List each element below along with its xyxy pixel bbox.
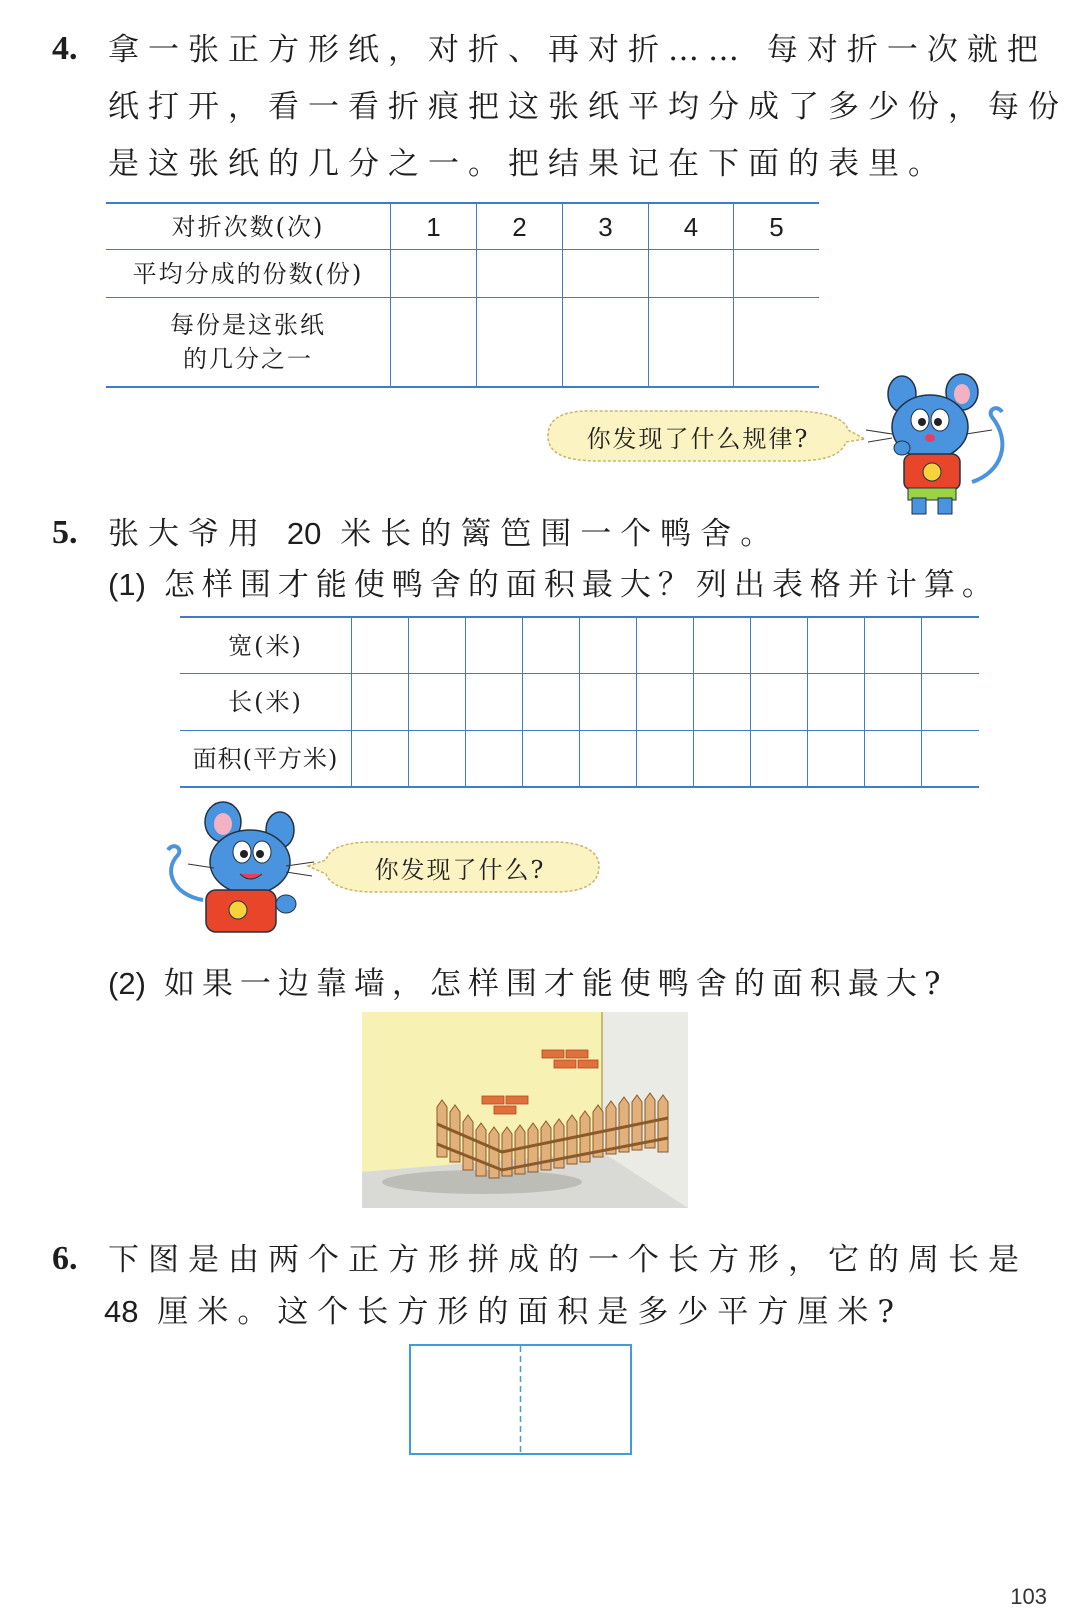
question-4-number: 4. [52,30,78,67]
row-header-area: 面积(平方米) [192,744,339,773]
fold-count-cell: 4 [683,211,699,242]
fold-count-cell: 3 [598,211,613,242]
question-5-number: 5. [52,514,78,551]
question-5-part-2: (2) 如果一边靠墙，怎样围才能使鸭舍的面积最大? [108,966,948,1002]
row-header-fold-count: 对折次数(次) [171,212,325,241]
question-4-line-1: 拿一张正方形纸，对折、再对折…… 每对折一次就把 [108,32,1047,68]
row-header-width: 宽(米) [228,631,303,660]
row-header-parts: 平均分成的份数(份) [132,259,364,288]
question-5-line: 张大爷用 20 米长的篱笆围一个鸭舍。 [108,516,781,552]
page-number: 103 [1010,1584,1047,1609]
row-header-fraction: 每份是这张纸 的几分之一 [170,311,326,373]
speech-bubble-1-text: 你发现了什么规律? [586,424,810,453]
two-squares-rectangle-figure [408,1343,634,1457]
speech-bubble-2-text: 你发现了什么? [374,855,546,884]
question-6-line-1: 下图是由两个正方形拼成的一个长方形，它的周长是 [108,1242,1028,1278]
question-6-number: 6. [52,1240,78,1277]
row-header-length: 长(米) [228,688,303,716]
mouse-mascot-icon [158,800,318,942]
question-4-line-2: 纸打开，看一看折痕把这张纸平均分成了多少份，每份 [108,89,1068,125]
question-4-line-3: 是这张纸的几分之一。把结果记在下面的表里。 [108,146,948,182]
fold-count-cell: 5 [769,211,784,242]
question-5-part-1: (1) 怎样围才能使鸭舍的面积最大？列出表格并计算。 [108,567,1000,603]
fold-count-cell: 2 [512,211,527,242]
question-6-line-2: 48 厘米。这个长方形的面积是多少平方厘米? [104,1294,903,1330]
fence-against-wall-illustration [362,1012,688,1208]
fold-count-cell: 1 [426,211,441,242]
mouse-mascot-icon [862,372,1012,520]
